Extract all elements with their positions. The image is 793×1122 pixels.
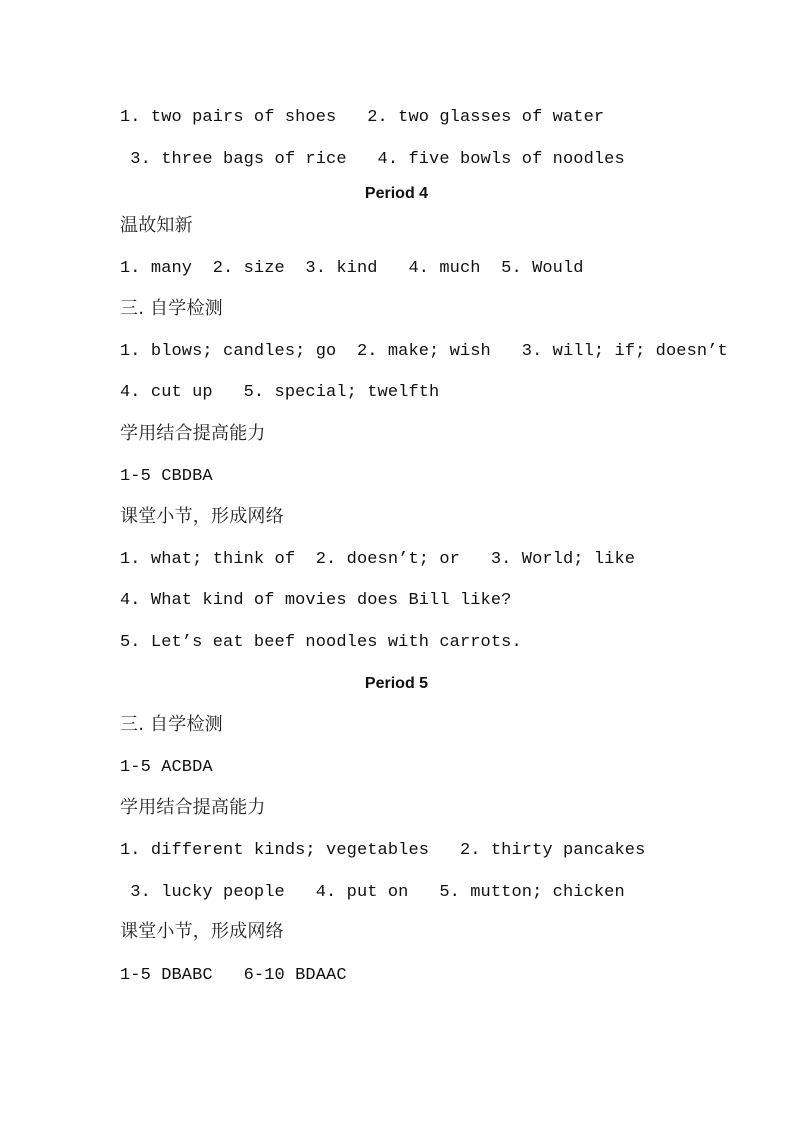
section-title-apply-2: 学用结合提高能力 (120, 797, 266, 818)
answer-line-2: 3. three bags of rice 4. five bowls of noodles (120, 150, 625, 169)
period-4-heading: Period 4 (364, 185, 429, 202)
section-title-summary: 课堂小节，形成网络 (120, 506, 284, 527)
answer-line-5: 4. cut up 5. special; twelfth (120, 383, 440, 402)
section-title-review: 温故知新 (120, 215, 193, 236)
answer-line-12: 3. lucky people 4. put on 5. mutton; chicken (120, 883, 625, 902)
answer-line-3: 1. many 2. size 3. kind 4. much 5. Would (120, 259, 584, 278)
answer-line-10: 1-5 ACBDA (120, 758, 213, 777)
section-title-apply: 学用结合提高能力 (120, 423, 266, 444)
section-title-summary-2: 课堂小节，形成网络 (120, 921, 284, 942)
answer-line-7: 1. what; think of 2. doesn’t; or 3. World; like (120, 550, 636, 569)
answer-line-11: 1. different kinds; vegetables 2. thirty pancakes (120, 841, 646, 860)
period-5-heading: Period 5 (364, 675, 429, 692)
answer-line-6: 1-5 CBDBA (120, 467, 213, 486)
answer-line-4: 1. blows; candles; go 2. make; wish 3. will; if; doesn’t (120, 342, 728, 361)
answer-line-1: 1. two pairs of shoes 2. two glasses of water (120, 108, 605, 127)
section-title-self-check-2: 三. 自学检测 (120, 714, 223, 735)
answer-line-9: 5. Let’s eat beef noodles with carrots. (120, 633, 522, 652)
section-title-self-check: 三. 自学检测 (120, 298, 223, 319)
answer-line-8: 4. What kind of movies does Bill like? (120, 591, 512, 610)
answer-line-13: 1-5 DBABC 6-10 BDAAC (120, 966, 347, 985)
